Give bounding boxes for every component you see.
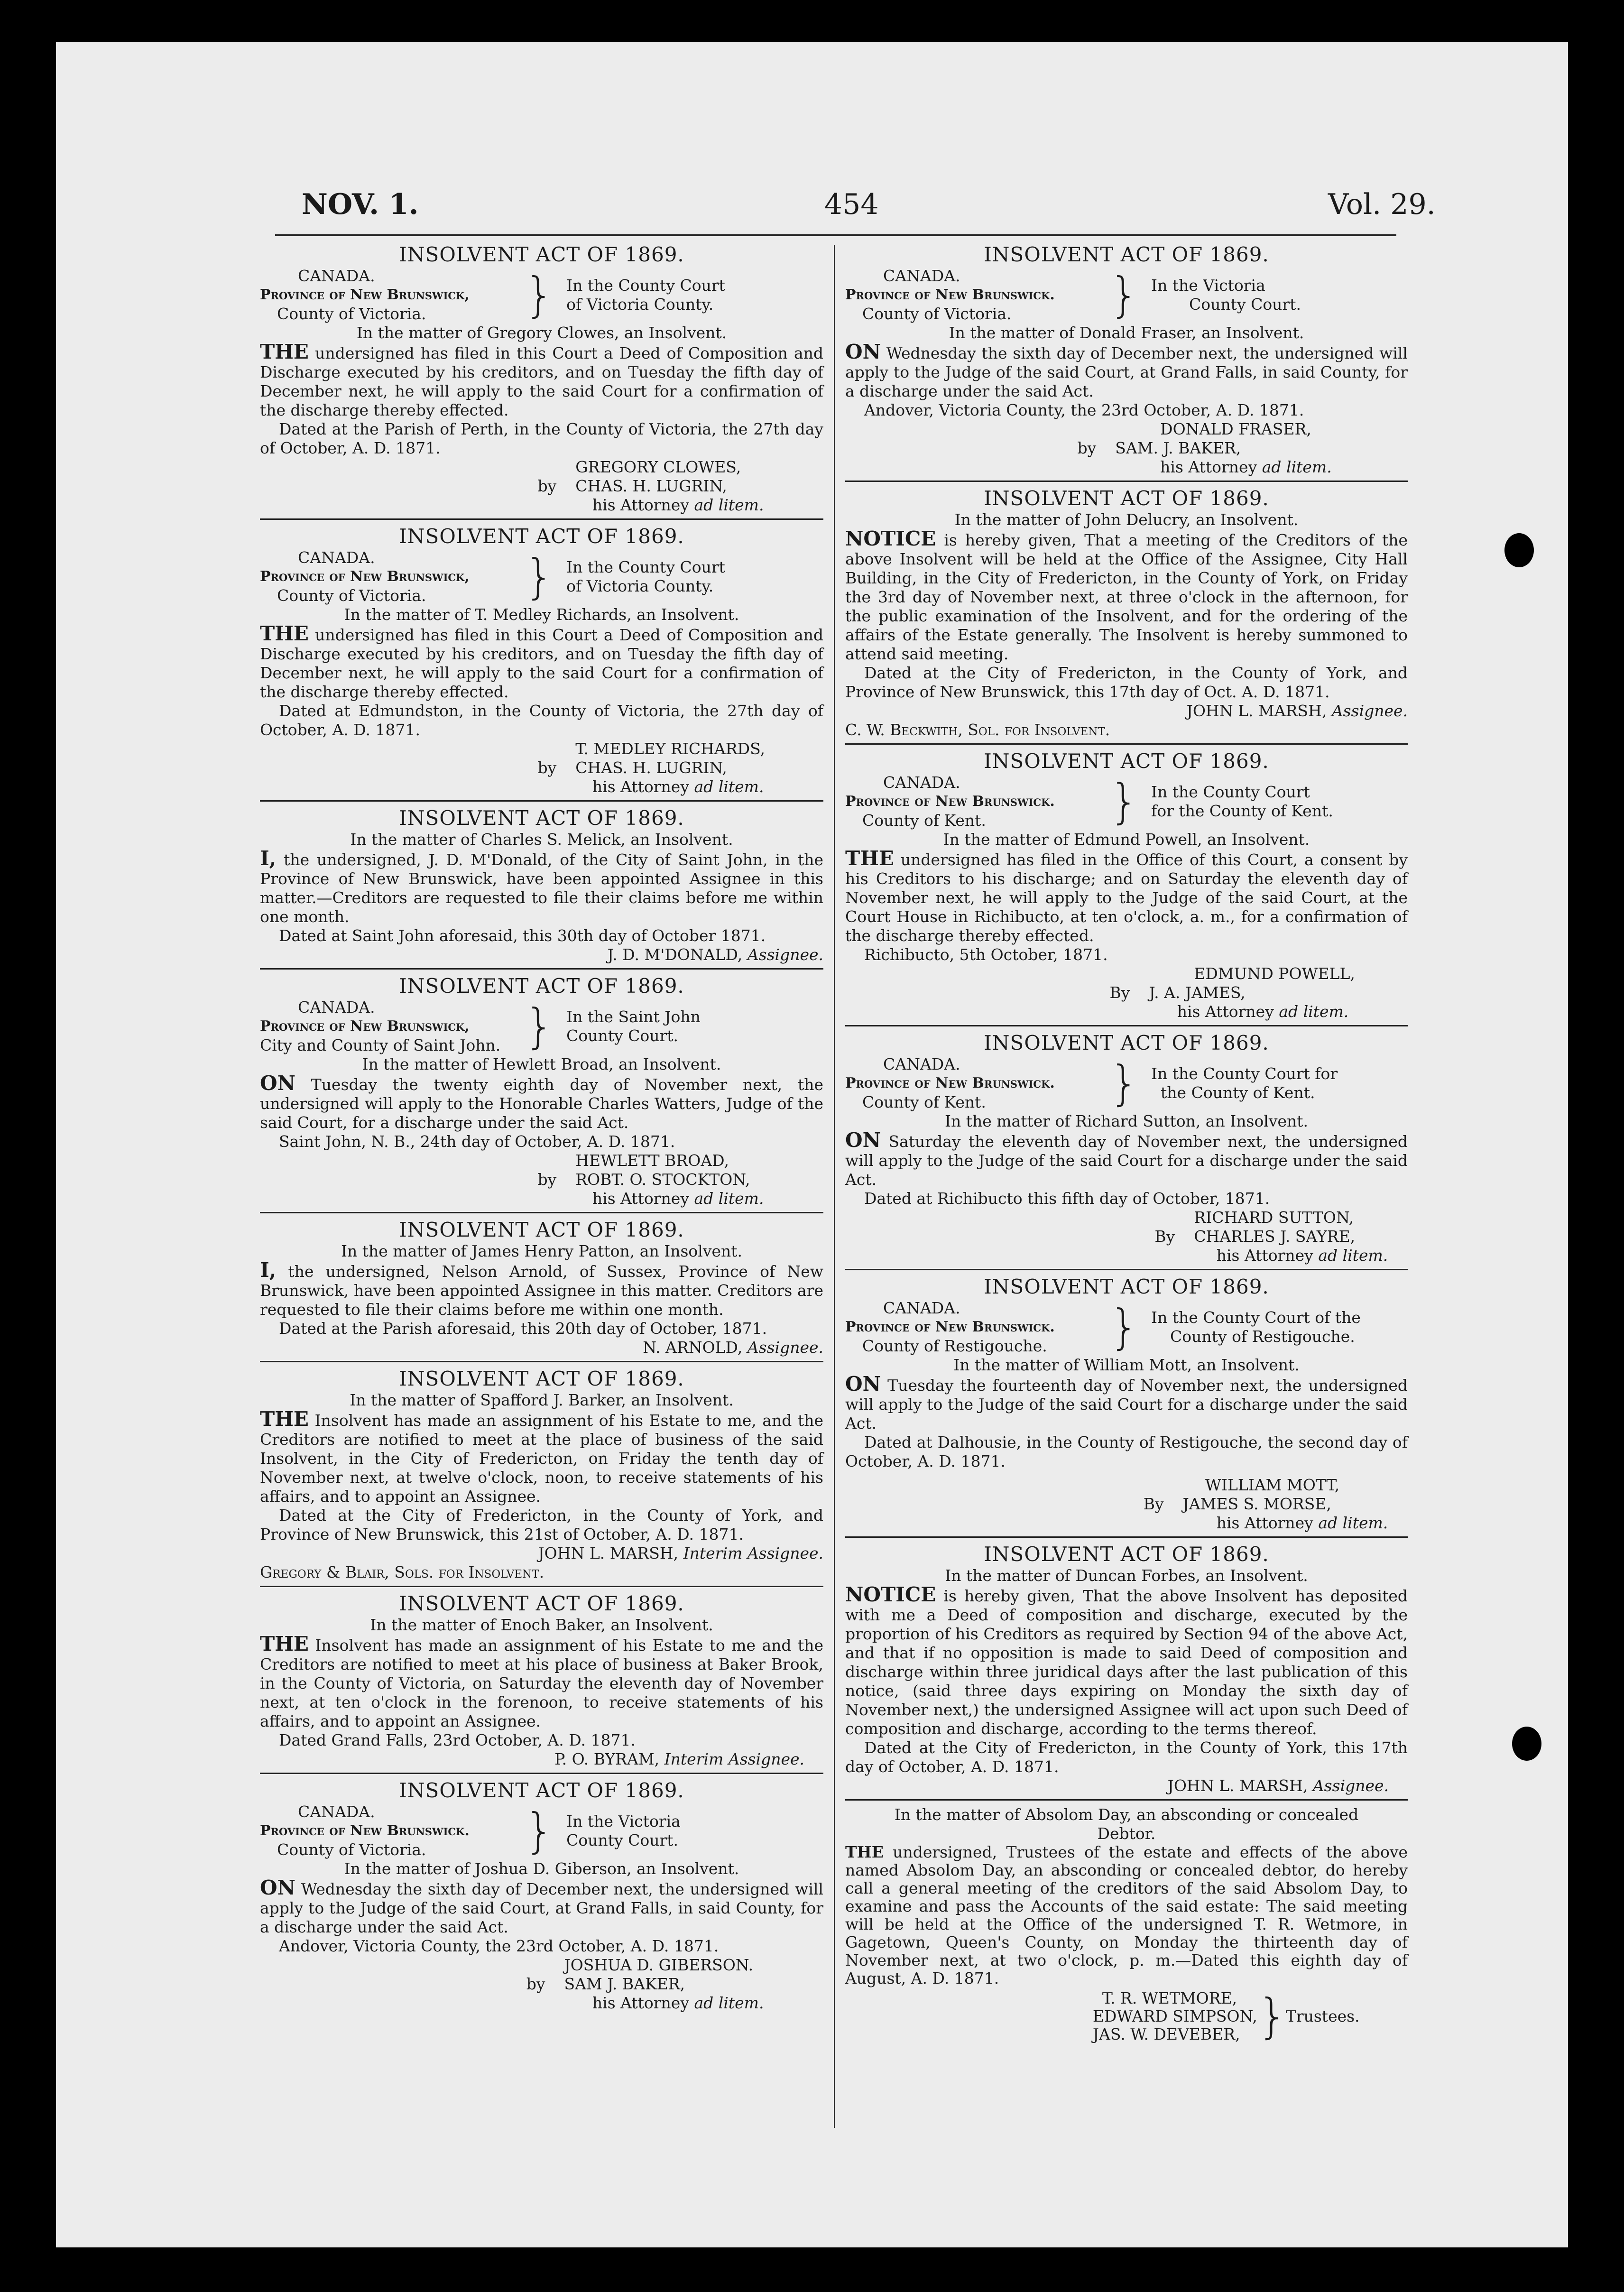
- court-caption: [845, 267, 1408, 323]
- assignee-line: JOHN L. MARSH, Interim Assignee.: [538, 1544, 823, 1562]
- dated-line: Dated at the City of Fredericton, in the County of York, this 17th day of October, A. D. 1871.: [845, 1738, 1408, 1776]
- notice-divider: [260, 1361, 823, 1362]
- caption-court: In the County Court of the: [1151, 1308, 1361, 1327]
- matter-line: In the matter of Enoch Baker, an Insolvent.: [370, 1616, 713, 1634]
- notice-divider: [845, 1269, 1408, 1270]
- caption-court: In the County Court: [566, 558, 725, 576]
- caption-court: In the County Court: [566, 276, 725, 295]
- by-label: by: [537, 477, 557, 495]
- caption-country: CANADA.: [298, 267, 375, 285]
- body-text: Tuesday the fourteenth day of November next, the undersigned will apply to the Judge of the said Court for a discharge under the said Act.: [845, 1376, 1408, 1432]
- notice-title: INSOLVENT ACT OF 1869.: [399, 1779, 684, 1802]
- dated-line: Saint John, N. B., 24th day of October, A. D. 1871.: [279, 1132, 675, 1151]
- matter-line: In the matter of T. Medley Richards, an Insolvent.: [344, 605, 739, 624]
- notice-body: [845, 342, 1408, 401]
- by-label: By: [1143, 1495, 1164, 1513]
- caption-county: County of Kent.: [862, 1093, 986, 1111]
- assignee-role: Assignee.: [747, 945, 823, 964]
- attorney-name: SAM J. BAKER,: [564, 1975, 685, 1993]
- signatory: DONALD FRASER,: [1160, 420, 1311, 438]
- caption-country: CANADA.: [883, 267, 960, 285]
- first-word: I,: [260, 1258, 277, 1282]
- trustees-block: [845, 1989, 1408, 2043]
- notice-title: INSOLVENT ACT OF 1869.: [984, 749, 1269, 773]
- attorney-name: CHARLES J. SAYRE,: [1194, 1227, 1356, 1246]
- notice-charles-melick: [260, 806, 823, 964]
- court-caption: [260, 1802, 823, 1859]
- caption-court: In the County Court: [1151, 783, 1310, 801]
- signatory: WILLIAM MOTT,: [1205, 1476, 1340, 1494]
- caption-county: County of Victoria.: [277, 305, 426, 323]
- ad-litem: ad litem.: [1318, 1514, 1388, 1532]
- dated-line: Dated at Richibucto this fifth day of October, 1871.: [864, 1189, 1270, 1208]
- first-word: THE: [260, 340, 309, 363]
- solicitors-line: C. W. Beckwith, Sol. for Insolvent.: [845, 721, 1110, 739]
- caption-county: County of Victoria.: [277, 1840, 426, 1859]
- court-caption: [260, 548, 823, 605]
- notice-title: INSOLVENT ACT OF 1869.: [984, 1031, 1269, 1054]
- notice-divider: [845, 743, 1408, 745]
- brace-icon: }: [524, 267, 554, 323]
- matter-line: In the matter of Edmund Powell, an Insolvent.: [943, 830, 1310, 849]
- attorney-role: his Attorney ad litem.: [592, 777, 764, 796]
- notice-title: INSOLVENT ACT OF 1869.: [399, 1218, 684, 1241]
- caption-province: Province of New Brunswick,: [260, 286, 470, 303]
- ad-litem: ad litem.: [694, 1189, 764, 1208]
- ad-litem: ad litem.: [694, 777, 764, 796]
- trustees-label: Trustees.: [1285, 2007, 1360, 2025]
- court-caption: [845, 773, 1408, 830]
- notice-enoch-baker: [260, 1592, 823, 1769]
- by-label: by: [1077, 439, 1097, 457]
- attorney-name: J. A. JAMES,: [1149, 983, 1246, 1002]
- assignee-line: P. O. BYRAM, Interim Assignee.: [554, 1750, 804, 1768]
- court-caption: [260, 267, 823, 323]
- signatory: RICHARD SUTTON,: [1194, 1208, 1354, 1227]
- assignee-line: JOHN L. MARSH, Assignee.: [1186, 702, 1408, 720]
- caption-county: County of Restigouche.: [862, 1337, 1047, 1355]
- caption-court: In the Victoria: [566, 1812, 681, 1830]
- caption-country: CANADA.: [883, 773, 960, 792]
- matter-line: In the matter of John Delucry, an Insolvent.: [954, 510, 1299, 529]
- notice-title: INSOLVENT ACT OF 1869.: [399, 525, 684, 548]
- caption-court: County Court.: [566, 1831, 679, 1849]
- first-word: ON: [845, 1128, 881, 1152]
- notice-title: INSOLVENT ACT OF 1869.: [984, 1275, 1269, 1298]
- notice-william-mott: [845, 1275, 1408, 1533]
- header-rule: [275, 234, 1396, 236]
- matter-line: In the matter of William Mott, an Insolvent.: [953, 1356, 1300, 1374]
- dated-line: Dated at the City of Fredericton, in the County of York, and Province of New Brunswick, this 21st of October, A. D. 1871.: [260, 1506, 823, 1543]
- notice-hewlett-broad: [260, 974, 823, 1208]
- dated-line: Dated at the City of Fredericton, in the County of York, and Province of New Brunswick, this 17th day of Oct. A. D. 1871.: [845, 664, 1408, 701]
- notice-t-medley-richards: [260, 525, 823, 796]
- ad-litem: ad litem.: [1318, 1246, 1388, 1265]
- notice-joshua-giberson: [260, 1779, 823, 2013]
- caption-province: Province of New Brunswick.: [845, 1075, 1055, 1091]
- page-number: 454: [824, 188, 879, 221]
- matter-line: In the matter of Spafford J. Barker, an Insolvent.: [350, 1391, 734, 1409]
- body-text: Wednesday the sixth day of December next, the undersigned will apply to the Judge of the said Court, at Grand Falls, in said County, for a discharge under the said Act.: [845, 344, 1408, 400]
- punch-hole: [1512, 1727, 1541, 1761]
- notice-body: [260, 624, 823, 702]
- notice-divider: [260, 518, 823, 520]
- dated-line: Dated at Saint John aforesaid, this 30th day of October 1871.: [279, 926, 766, 945]
- brace-icon: }: [524, 549, 554, 604]
- court-caption: [260, 998, 823, 1055]
- caption-court: In the County Court for: [1151, 1064, 1338, 1083]
- dated-line: Dated Grand Falls, 23rd October, A. D. 1871.: [279, 1731, 636, 1749]
- notice-title: INSOLVENT ACT OF 1869.: [399, 1592, 684, 1615]
- dated-line: Dated at Dalhousie, in the County of Restigouche, the second day of October, A. D. 1871.: [845, 1433, 1408, 1470]
- matter-line: In the matter of Joshua D. Giberson, an Insolvent.: [344, 1859, 739, 1878]
- ad-litem: ad litem.: [694, 1994, 764, 2012]
- body-text: is hereby given, That a meeting of the Creditors of the above Insolvent will be held at the Office of the Assignee, City Hall Building, in the City of Fredericton, in the County of York, on Friday the 3rd day of November next, at three o'clock in the afternoon, for the public examination of the Insolvent, and for the ordering of the affairs of the Estate generally. The Insolvent is hereby summoned to attend said meeting.: [845, 531, 1408, 663]
- notice-body: [260, 342, 823, 420]
- matter-line: In the matter of Absolom Day, an absconding or concealed Debtor.: [894, 1805, 1359, 1843]
- notice-body: [845, 849, 1408, 945]
- body-text: is hereby given, That the above Insolvent has deposited with me a Deed of composition and discharge, executed by the proportion of his Creditors as required by Section 94 of the above Act, and that if no opposition is made to said Deed of composition and discharge within three juridical days after the last publication of this notice, (said three days expiring on Monday the sixth day of November next,) the undersigned Assignee will act upon such Deed of composition and discharge, according to the terms thereof.: [845, 1587, 1408, 1738]
- by-label: by: [526, 1975, 545, 1993]
- caption-court: In the Saint John: [566, 1007, 701, 1026]
- body-text: undersigned has filed in this Court a Deed of Composition and Discharge executed by his creditors, and on Tuesday the fifth day of December next, he will apply to the said Court for a confirmation of the discharge thereby effected.: [260, 626, 823, 701]
- notice-title: INSOLVENT ACT OF 1869.: [984, 243, 1269, 266]
- caption-country: CANADA.: [298, 1802, 375, 1821]
- notice-title: INSOLVENT ACT OF 1869.: [399, 243, 684, 266]
- body-text: the undersigned, Nelson Arnold, of Sussex, Province of New Brunswick, have been appointed Assignee in this matter. Creditors are requested to file their claims before me within one month.: [260, 1262, 823, 1319]
- notice-divider: [260, 1586, 823, 1587]
- caption-court: for the County of Kent.: [1151, 802, 1333, 820]
- first-word: THE: [260, 1407, 309, 1431]
- ad-litem: ad litem.: [1262, 458, 1332, 476]
- caption-court: of Victoria County.: [566, 577, 714, 595]
- body-text: undersigned, Trustees of the estate and effects of the above named Absolom Day, an absconding or concealed debtor, do hereby call a general meeting of the creditors of the said Absolom Day, to examine and pass the Accounts of the said estate: The said meeting will be held at the Office of the undersigned T. R. Wetmore, in Gagetown, Queen's County, on Monday the thirteenth day of November next, at two o'clock, p. m.—Dated this eighth day of August, A. D. 1871.: [845, 1843, 1408, 1987]
- trustee-name: JAS. W. DEVEBER,: [1092, 2025, 1240, 2043]
- attorney-role: his Attorney ad litem.: [592, 1189, 764, 1208]
- brace-icon: }: [524, 998, 554, 1054]
- notice-title: INSOLVENT ACT OF 1869.: [984, 487, 1269, 510]
- notice-body: [845, 1843, 1408, 1987]
- caption-court: the County of Kent.: [1161, 1083, 1315, 1102]
- caption-county: City and County of Saint John.: [260, 1036, 501, 1054]
- caption-country: CANADA.: [298, 998, 375, 1017]
- caption-province: Province of New Brunswick.: [845, 286, 1055, 303]
- matter-line: In the matter of Duncan Forbes, an Insolvent.: [945, 1566, 1308, 1585]
- solicitors-line: Gregory & Blair, Sols. for Insolvent.: [260, 1563, 544, 1581]
- first-word: NOTICE: [845, 1583, 936, 1606]
- body-text: undersigned has filed in the Office of this Court, a consent by his Creditors to his discharge; and on Saturday the eleventh day of November next, he will apply to the Judge of the said Court, at the Court House in Richibucto, at ten o'clock, a. m., for a confirmation of the discharge thereby effected.: [845, 850, 1408, 945]
- notice-edmund-powell: [845, 749, 1408, 1021]
- notice-body: [845, 1128, 1408, 1189]
- signatory: JOSHUA D. GIBERSON.: [564, 1956, 754, 1974]
- notice-body: [845, 529, 1408, 664]
- attorney-role: his Attorney ad litem.: [1216, 1246, 1388, 1265]
- ad-litem: ad litem.: [1279, 1002, 1349, 1021]
- caption-province: Province of New Brunswick,: [260, 1018, 470, 1035]
- assignee-line: N. ARNOLD, Assignee.: [643, 1338, 823, 1357]
- caption-country: CANADA.: [883, 1299, 960, 1317]
- notice-divider: [845, 1536, 1408, 1538]
- notice-body: [845, 1585, 1408, 1738]
- assignee-role: Interim Assignee.: [664, 1750, 804, 1768]
- brace-icon: }: [1109, 774, 1139, 829]
- notice-body: [260, 1878, 823, 1937]
- matter-line: In the matter of Charles S. Melick, an Insolvent.: [350, 830, 733, 849]
- left-column: [260, 243, 823, 2013]
- dated-line: Dated at the Parish aforesaid, this 20th day of October, 1871.: [279, 1319, 767, 1338]
- attorney-role: his Attorney ad litem.: [1216, 1514, 1388, 1532]
- notice-donald-fraser: [845, 243, 1408, 477]
- notice-divider: [260, 1773, 823, 1774]
- notice-divider: [845, 1025, 1408, 1026]
- notice-duncan-forbes: [845, 1543, 1408, 1795]
- notice-divider: [260, 1212, 823, 1213]
- body-text: Tuesday the twenty eighth day of November next, the undersigned will apply to the Honorable Charles Watters, Judge of the said Court, for a discharge under the said Act.: [260, 1075, 823, 1132]
- caption-province: Province of New Brunswick.: [845, 1319, 1055, 1335]
- signatory: HEWLETT BROAD,: [575, 1151, 729, 1170]
- attorney-name: ROBT. O. STOCKTON,: [575, 1170, 750, 1189]
- by-label: By: [1154, 1227, 1175, 1246]
- caption-province: Province of New Brunswick.: [845, 793, 1055, 810]
- attorney-role: his Attorney ad litem.: [592, 1994, 764, 2012]
- dated-line: Dated at the Parish of Perth, in the County of Victoria, the 27th day of October, A. D. 1871.: [260, 420, 823, 457]
- caption-court: In the Victoria: [1151, 276, 1265, 295]
- caption-county: County of Kent.: [862, 811, 986, 830]
- attorney-role: his Attorney ad litem.: [1160, 458, 1332, 476]
- signatory: GREGORY CLOWES,: [575, 458, 741, 476]
- notice-divider: [260, 968, 823, 970]
- dated-line: Richibucto, 5th October, 1871.: [864, 945, 1108, 964]
- attorney-name: SAM. J. BAKER,: [1115, 439, 1241, 457]
- body-text: Insolvent has made an assignment of his Estate to me and the Creditors are notified to meet at his place of business at Baker Brook, in the County of Victoria, on Saturday the eleventh day of November next, at ten o'clock in the forenoon, to receive statements of his affairs, and to appoint an Assignee.: [260, 1636, 823, 1730]
- signatory: EDMUND POWELL,: [1194, 964, 1355, 983]
- brace-icon: }: [524, 1803, 554, 1858]
- first-word: ON: [260, 1876, 295, 1899]
- signatory: T. MEDLEY RICHARDS,: [575, 739, 765, 758]
- trustee-name: EDWARD SIMPSON,: [1092, 2007, 1257, 2025]
- notice-richard-sutton: [845, 1031, 1408, 1265]
- notice-divider: [845, 1799, 1408, 1801]
- notice-spafford-barker: [260, 1367, 823, 1582]
- caption-county: County of Victoria.: [862, 305, 1012, 323]
- dated-line: Andover, Victoria County, the 23rd October, A. D. 1871.: [279, 1937, 719, 1955]
- caption-province: Province of New Brunswick.: [260, 1822, 470, 1839]
- body-text: Saturday the eleventh day of November next, the undersigned will apply to the Judge of the said Court for a discharge under the said Act.: [845, 1132, 1408, 1189]
- brace-icon: }: [1109, 1299, 1139, 1355]
- body-text: Wednesday the sixth day of December next, the undersigned will apply to the Judge of the said Court, at Grand Falls, in said County, for a discharge under the said Act.: [260, 1880, 823, 1936]
- assignee-line: J. D. M'DONALD, Assignee.: [607, 945, 823, 964]
- notice-title: INSOLVENT ACT OF 1869.: [399, 1367, 684, 1390]
- by-label: by: [537, 1170, 557, 1189]
- attorney-name: JAMES S. MORSE,: [1182, 1495, 1331, 1513]
- ad-litem: ad litem.: [694, 496, 764, 514]
- court-caption: [845, 1055, 1408, 1112]
- notice-body: [260, 1632, 823, 1731]
- caption-province: Province of New Brunswick,: [260, 568, 470, 585]
- volume-number: Vol. 29.: [1328, 188, 1436, 221]
- brace-icon: }: [1109, 1055, 1139, 1111]
- right-column: [845, 243, 1408, 2043]
- notice-title: INSOLVENT ACT OF 1869.: [984, 1543, 1269, 1566]
- first-word: THE: [260, 1632, 309, 1655]
- by-label: by: [537, 758, 557, 777]
- caption-court: County Court.: [566, 1026, 679, 1045]
- notice-body: [845, 1372, 1408, 1433]
- assignee-role: Assignee.: [747, 1338, 823, 1357]
- dated-line: Dated at Edmundston, in the County of Victoria, the 27th day of October, A. D. 1871.: [260, 702, 823, 739]
- caption-country: CANADA.: [298, 548, 375, 567]
- notice-divider: [845, 481, 1408, 482]
- issue-date: NOV. 1.: [302, 188, 419, 221]
- caption-country: CANADA.: [883, 1055, 960, 1073]
- assignee-role: Interim Assignee.: [683, 1544, 823, 1562]
- assignee-role: Assignee.: [1331, 702, 1408, 720]
- first-word: ON: [260, 1072, 295, 1095]
- body-text: the undersigned, J. D. M'Donald, of the City of Saint John, in the Province of New Brunswick, have been appointed Assignee in this matter.—Creditors are requested to file their claims before me within one month.: [260, 850, 823, 926]
- notice-divider: [260, 800, 823, 802]
- caption-court: of Victoria County.: [566, 295, 714, 314]
- notice-john-delucry: [845, 487, 1408, 739]
- first-word: NOTICE: [845, 527, 936, 550]
- matter-line: In the matter of Hewlett Broad, an Insolvent.: [362, 1055, 721, 1073]
- punch-hole: [1504, 533, 1534, 567]
- trustee-name: T. R. WETMORE,: [1102, 1989, 1237, 2007]
- first-word: I,: [260, 847, 277, 870]
- notice-james-henry-patton: [260, 1218, 823, 1357]
- body-text: undersigned has filed in this Court a Deed of Composition and Discharge executed by his creditors, and on Tuesday the fifth day of December next, he will apply to the said Court for a confirmation of the discharge thereby effected.: [260, 344, 823, 419]
- dated-line: Andover, Victoria County, the 23rd October, A. D. 1871.: [864, 401, 1304, 419]
- notice-title: INSOLVENT ACT OF 1869.: [399, 806, 684, 830]
- column-separator: [834, 245, 835, 2128]
- notice-body: [260, 1074, 823, 1132]
- notice-absolom-day: [845, 1805, 1408, 2043]
- court-caption: [845, 1299, 1408, 1356]
- assignee-role: Assignee.: [1312, 1776, 1389, 1795]
- notice-title: INSOLVENT ACT OF 1869.: [399, 974, 684, 998]
- first-word: THE: [260, 622, 309, 645]
- attorney-name: CHAS. H. LUGRIN,: [575, 758, 727, 777]
- notice-body: [260, 849, 823, 926]
- first-word: THE: [845, 1843, 884, 1861]
- notice-body: [260, 1407, 823, 1506]
- attorney-name: CHAS. H. LUGRIN,: [575, 477, 727, 495]
- caption-court: County of Restigouche.: [1170, 1327, 1355, 1346]
- body-text: Insolvent has made an assignment of his Estate to me, and the Creditors are notified to meet at the place of business of the said Insolvent, in the City of Fredericton, on Friday the tenth day of November next, at twelve o'clock, noon, to receive statements of his affairs, and to appoint an Assignee.: [260, 1411, 823, 1506]
- brace-icon: }: [1257, 1988, 1288, 2044]
- attorney-role: his Attorney ad litem.: [592, 496, 764, 514]
- caption-county: County of Victoria.: [277, 586, 426, 605]
- matter-line: In the matter of Richard Sutton, an Insolvent.: [944, 1112, 1309, 1130]
- by-label: By: [1109, 983, 1130, 1002]
- attorney-role: his Attorney ad litem.: [1177, 1002, 1349, 1021]
- brace-icon: }: [1109, 267, 1139, 323]
- notice-gregory-clowes: [260, 243, 823, 515]
- first-word: ON: [845, 1372, 881, 1396]
- caption-court: County Court.: [1189, 295, 1301, 314]
- first-word: ON: [845, 340, 881, 363]
- first-word: THE: [845, 847, 894, 870]
- matter-line: In the matter of Gregory Clowes, an Insolvent.: [356, 323, 727, 342]
- matter-line: In the matter of Donald Fraser, an Insolvent.: [949, 323, 1304, 342]
- notice-body: [260, 1258, 823, 1319]
- matter-line: In the matter of James Henry Patton, an Insolvent.: [341, 1242, 743, 1260]
- assignee-line: JOHN L. MARSH, Assignee.: [1167, 1776, 1389, 1795]
